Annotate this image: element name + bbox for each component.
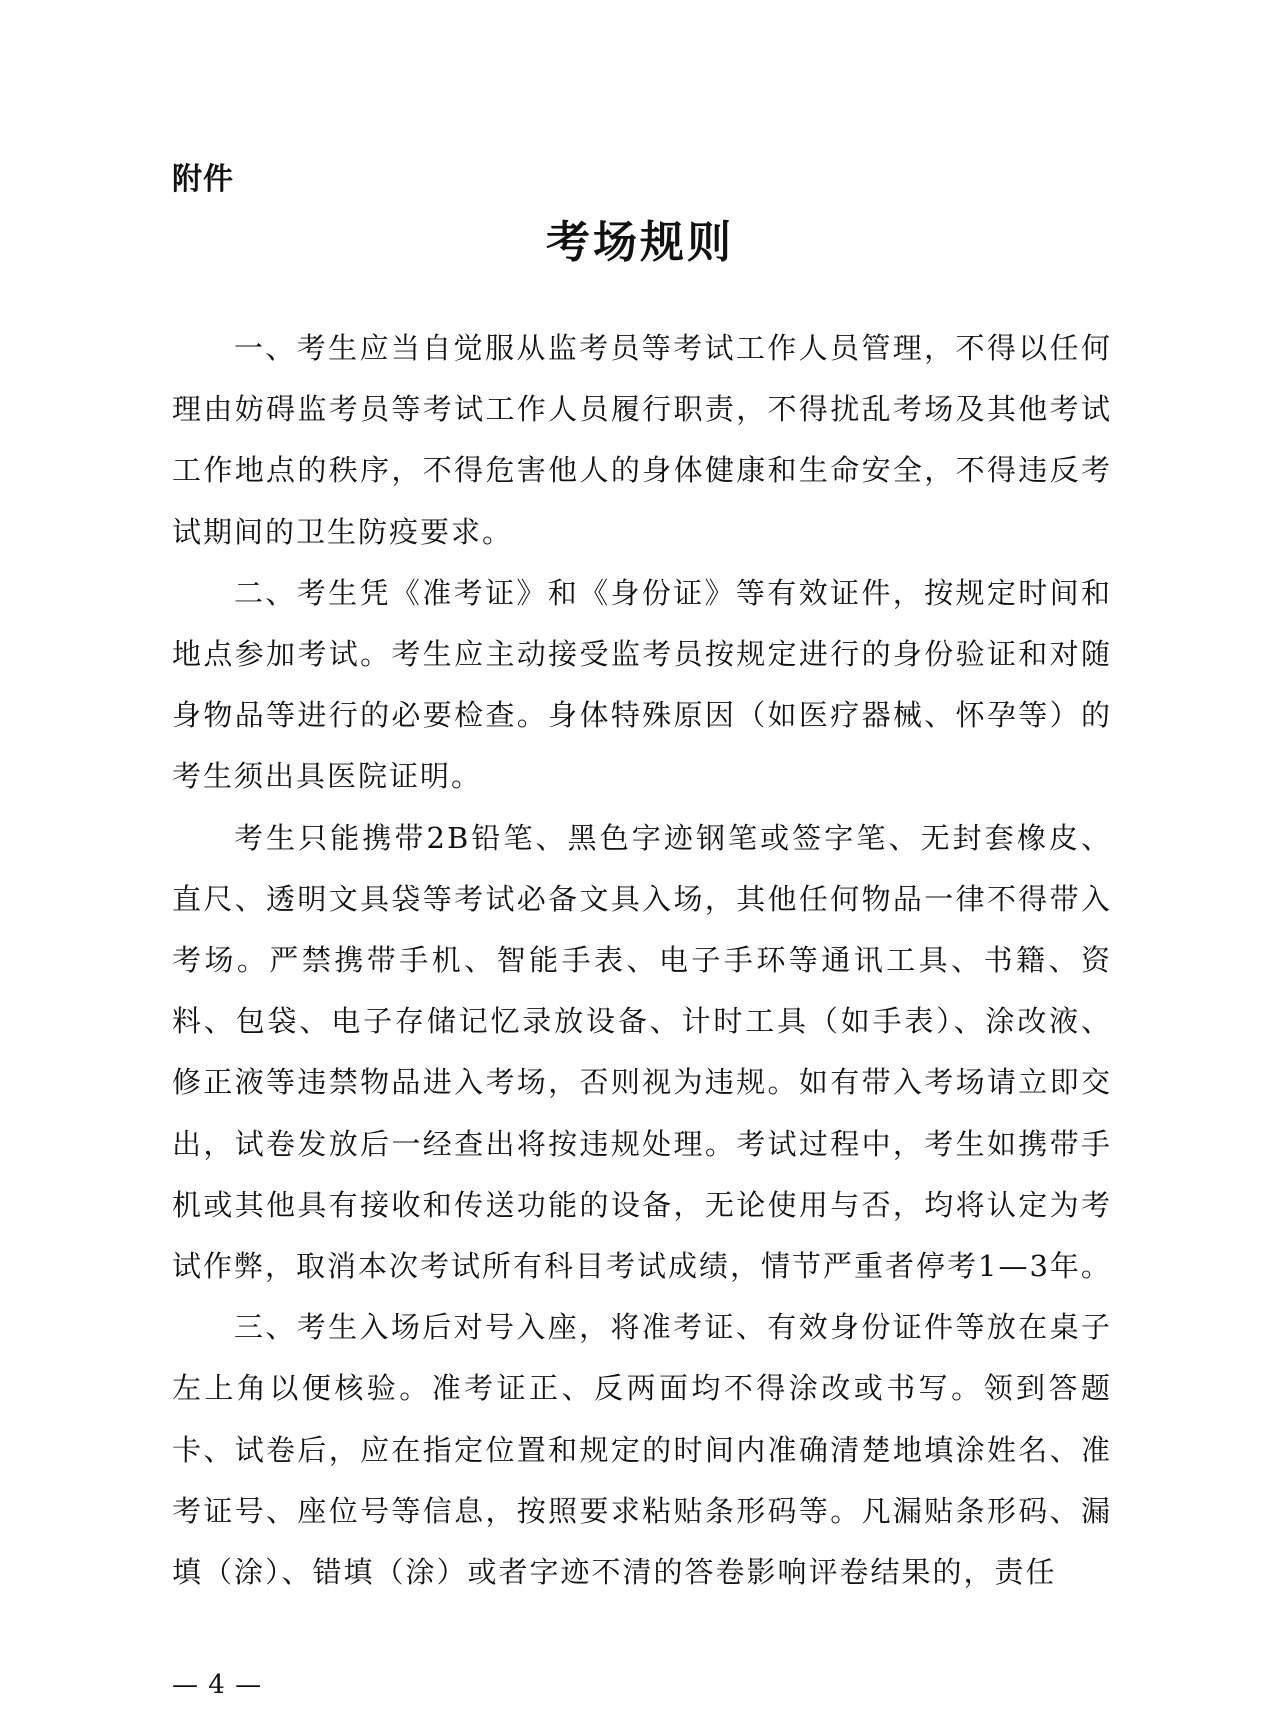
document-body	[172, 318, 1112, 1603]
paragraph-rule-1: 一、考生应当自觉服从监考员等考试工作人员管理，不得以任何理由妨碍监考员等考试工作人员履行职责，不得扰乱考场及其他考试工作地点的秩序，不得危害他人的身体健康和生命安全，不得违反考试期间的卫生防疫要求。	[172, 331, 1112, 549]
paragraph-rule-2-items: 考生只能携带2B铅笔、黑色字迹钢笔或签字笔、无封套橡皮、直尺、透明文具袋等考试必备文具入场，其他任何物品一律不得带入考场。严禁携带手机、智能手表、电子手环等通讯工具、书籍、资料、包袋、电子存储记忆录放设备、计时工具（如手表）、涂改液、修正液等违禁物品进入考场，否则视为违规。如有带入考场请立即交出，试卷发放后一经查出将按违规处理。考试过程中，考生如携带手机或其他具有接收和传送功能的设备，无论使用与否，均将认定为考试作弊，取消本次考试所有科目考试成绩，情节严重者停考1—3年。	[172, 820, 1112, 1284]
page-number: — 4 —	[172, 1670, 263, 1700]
document-title: 考场规则	[546, 217, 734, 268]
annex-label: 附件	[172, 162, 234, 197]
paragraph-rule-2: 二、考生凭《准考证》和《身份证》等有效证件，按规定时间和地点参加考试。考生应主动接受监考员按规定进行的身份验证和对随身物品等进行的必要检查。身体特殊原因（如医疗器械、怀孕等）的考生须出具医院证明。	[172, 575, 1112, 794]
paragraph-rule-3: 三、考生入场后对号入座，将准考证、有效身份证件等放在桌子左上角以便核验。准考证正、反两面均不得涂改或书写。领到答题卡、试卷后，应在指定位置和规定的时间内准确清楚地填涂姓名、准考证号、座位号等信息，按照要求粘贴条形码等。凡漏贴条形码、漏填（涂）、错填（涂）或者字迹不清的答卷影响评卷结果的，责任	[172, 1310, 1112, 1590]
